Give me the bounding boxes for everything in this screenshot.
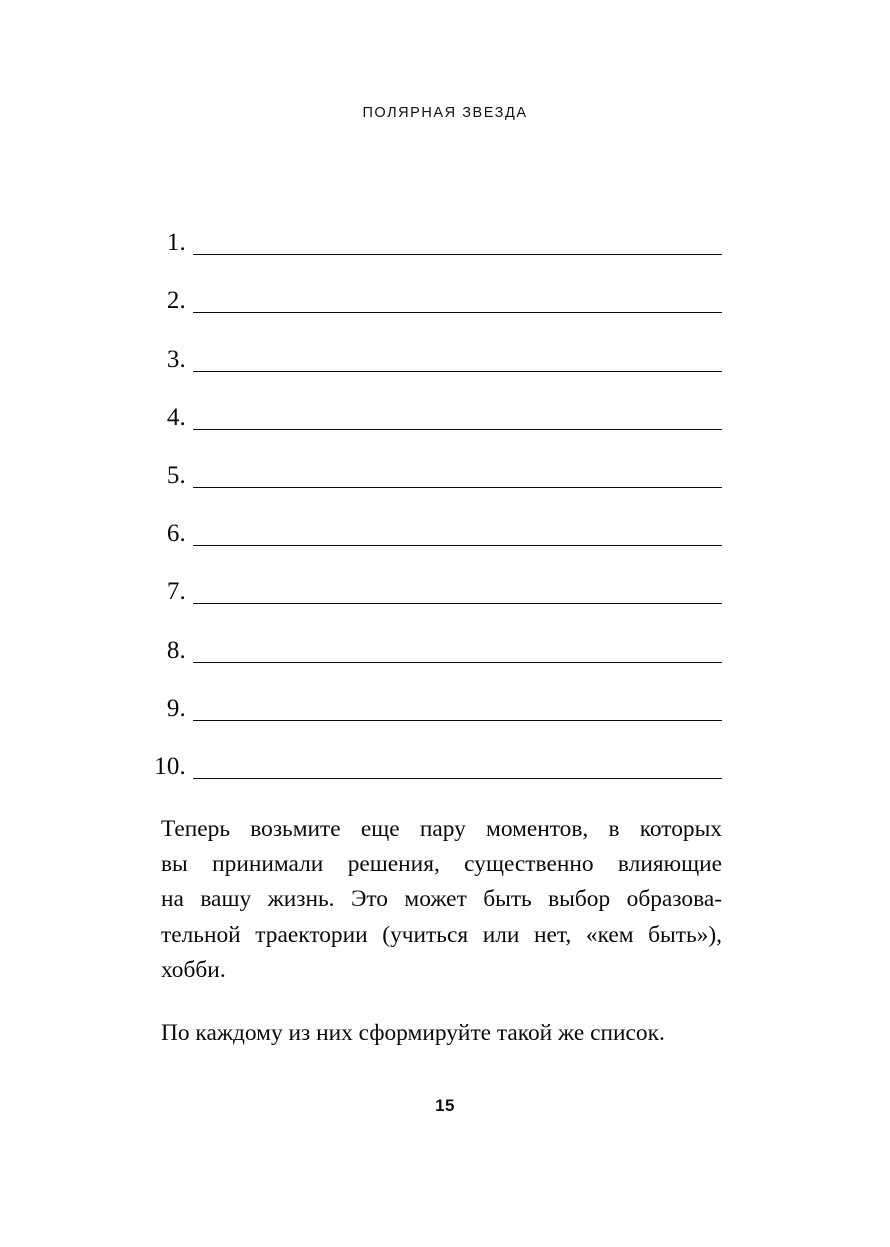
- list-item-number: 6.: [166, 520, 186, 548]
- list-item: [129, 668, 722, 726]
- write-in-rule[interactable]: [193, 429, 722, 430]
- body-copy: [129, 812, 722, 1051]
- list-item-number: 4.: [166, 403, 186, 431]
- write-in-rule[interactable]: [193, 778, 722, 779]
- paragraph-line: хобби.: [161, 956, 226, 983]
- running-header: ПОЛЯРНАЯ ЗВЕЗДА: [362, 105, 528, 121]
- list-item: [129, 202, 722, 260]
- write-in-rule[interactable]: [193, 720, 722, 721]
- paragraph-line: вы принимали решения, существенно влияющие: [161, 851, 722, 878]
- write-in-rule[interactable]: [193, 487, 722, 488]
- numbered-fill-in-list: [129, 202, 722, 784]
- list-item: [129, 609, 722, 667]
- list-item: [129, 726, 722, 784]
- list-item-number: 7.: [166, 578, 186, 606]
- list-item: [129, 260, 722, 318]
- write-in-rule[interactable]: [193, 603, 722, 604]
- write-in-rule[interactable]: [193, 662, 722, 663]
- list-item-number: 8.: [166, 636, 186, 664]
- list-item: [129, 377, 722, 435]
- list-item-number: 3.: [166, 345, 186, 373]
- list-item: [129, 493, 722, 551]
- paragraph-line: По каждому из них сформируйте такой же список.: [161, 1020, 665, 1047]
- list-item: [129, 435, 722, 493]
- list-item-number: 5.: [166, 461, 186, 489]
- page-number: 15: [435, 1096, 455, 1115]
- paragraph-instructions: [129, 812, 722, 988]
- write-in-rule[interactable]: [193, 545, 722, 546]
- list-item-number: 1.: [166, 229, 186, 257]
- paragraph-line: на вашу жизнь. Это может быть выбор образова-: [161, 886, 722, 913]
- list-item: [129, 318, 722, 376]
- paragraph-closing: [129, 1016, 722, 1051]
- paragraph-line: Теперь возьмите еще пару моментов, в которых: [161, 816, 722, 842]
- write-in-rule[interactable]: [193, 371, 722, 372]
- write-in-rule[interactable]: [193, 312, 722, 313]
- list-item-number: 10.: [154, 752, 186, 780]
- paragraph-line: тельной траектории (учиться или нет, «кем быть»),: [161, 921, 722, 948]
- list-item-number: 9.: [166, 694, 186, 722]
- list-item-number: 2.: [166, 287, 186, 315]
- list-item: [129, 551, 722, 609]
- write-in-rule[interactable]: [193, 254, 722, 255]
